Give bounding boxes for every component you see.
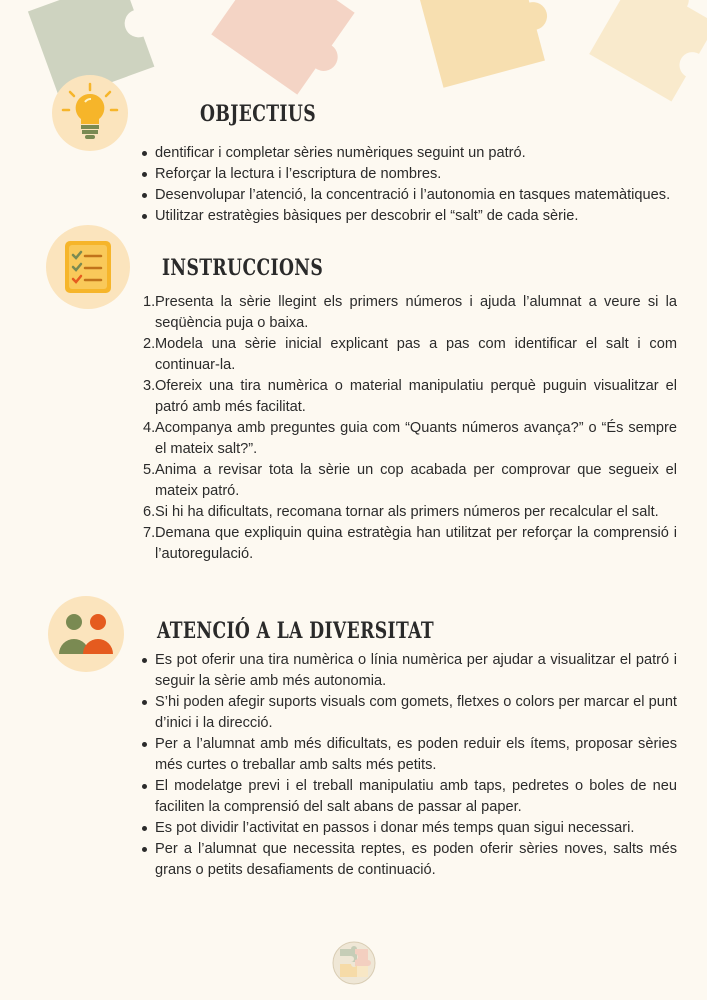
- diversitat-title: ATENCIÓ A LA DIVERSITAT: [157, 618, 435, 644]
- list-item: Demana que expliquin quina estratègia han utilitzat per reforçar la comprensió i l’autoregulació.: [155, 525, 677, 562]
- objectius-list: [155, 143, 677, 227]
- list-item: Per a l’alumnat que necessita reptes, es poden oferir sèries noves, salts més grans o petits desafiaments de continuació.: [155, 839, 677, 881]
- puzzle-piece-icon: [585, 0, 707, 105]
- list-item: S’hi poden afegir suports visuals com gomets, fletxes o colors per marcar el punt d’inici i la direcció.: [155, 692, 677, 734]
- lightbulb-icon: [61, 82, 119, 144]
- people-icon: [57, 612, 115, 656]
- list-item: dentificar i completar sèries numèriques seguint un patró.: [155, 143, 677, 164]
- instruccions-title: INSTRUCCIONS: [162, 255, 324, 281]
- list-item: Acompanya amb preguntes guia com “Quants números avança?” o “És sempre el mateix salt?”.: [155, 420, 677, 457]
- list-item: Modela una sèrie inicial explicant pas a pas com identificar el salt i com continuar-la.: [155, 336, 677, 373]
- instruccions-list: [155, 292, 677, 565]
- objectius-title: OBJECTIUS: [200, 101, 316, 127]
- list-item: Presenta la sèrie llegint els primers números i ajuda l’alumnat a veure si la seqüència puja o baixa.: [155, 294, 677, 331]
- checklist-icon: [63, 239, 113, 295]
- puzzle-piece-icon: [205, 0, 365, 95]
- list-item: El modelatge previ i el treball manipulatiu amb taps, pedretes o boles de neu faciliten la comprensió del salt abans de passar al paper.: [155, 776, 677, 818]
- list-item: Anima a revisar tota la sèrie un cop acabada per comprovar que segueix el mateix patró.: [155, 462, 677, 499]
- checklist-icon-circle: [46, 225, 130, 309]
- list-item: Si hi ha dificultats, recomana tornar als primers números per recalcular el salt.: [155, 504, 659, 520]
- list-item: Utilitzar estratègies bàsiques per descobrir el “salt” de cada sèrie.: [155, 206, 677, 227]
- list-item: Reforçar la lectura i l’escriptura de nombres.: [155, 164, 677, 185]
- list-item: Es pot oferir una tira numèrica o línia numèrica per ajudar a visualitzar el patró i seguir la sèrie amb més autonomia.: [155, 650, 677, 692]
- puzzle-logo-icon: [332, 941, 376, 985]
- list-item: Ofereix una tira numèrica o material manipulatiu perquè puguin visualitzar el patró amb més facilitat.: [155, 378, 677, 415]
- lightbulb-icon-circle: [52, 75, 128, 151]
- diversitat-list: [155, 650, 677, 881]
- puzzle-piece-icon: [405, 0, 565, 95]
- people-icon-circle: [48, 596, 124, 672]
- list-item: Per a l’alumnat amb més dificultats, es poden reduir els ítems, proposar sèries més curtes o treballar amb salts més petits.: [155, 734, 677, 776]
- list-item: Es pot dividir l’activitat en passos i donar més temps quan sigui necessari.: [155, 818, 677, 839]
- list-item: Desenvolupar l’atenció, la concentració i l’autonomia en tasques matemàtiques.: [155, 185, 677, 206]
